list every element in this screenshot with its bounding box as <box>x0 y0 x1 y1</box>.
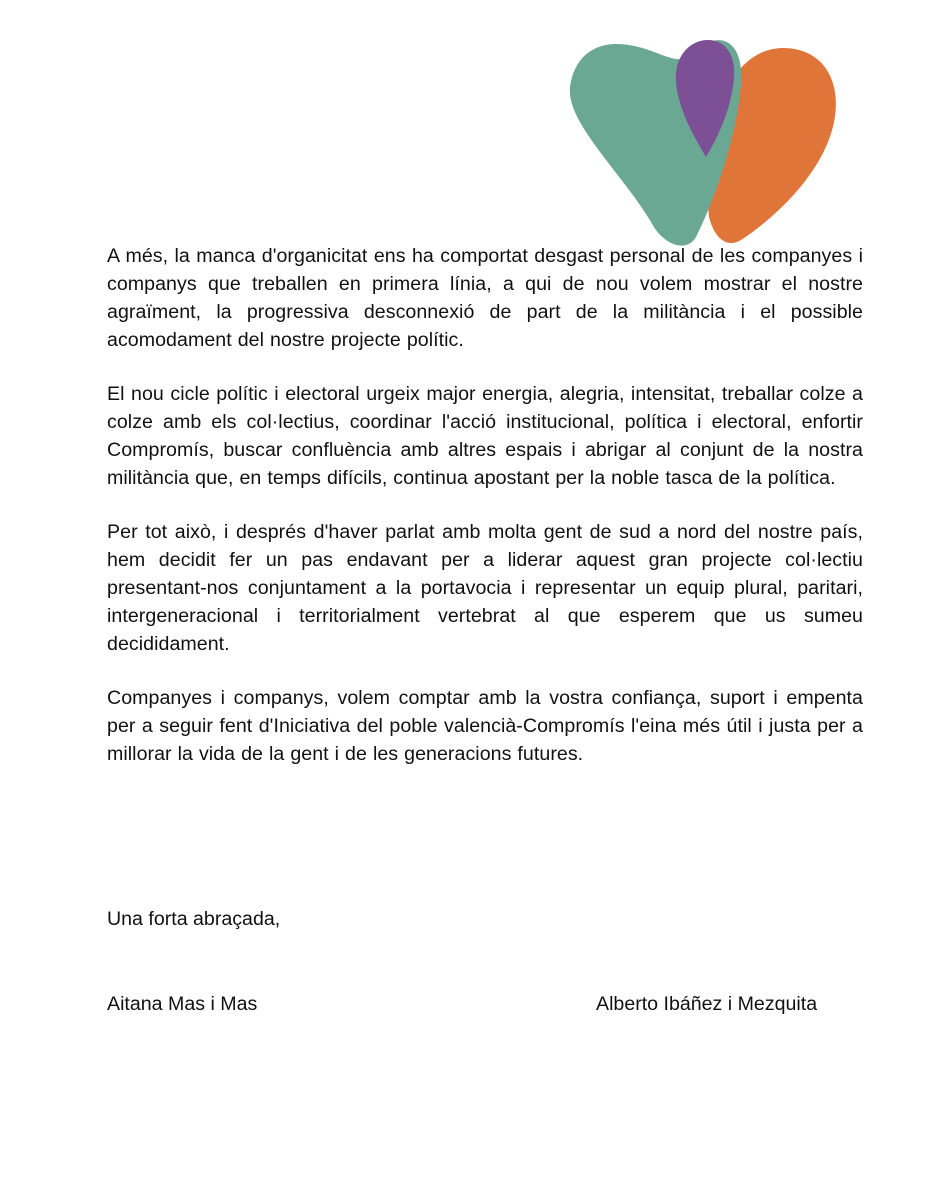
letter-paragraph-2: El nou cicle polític i electoral urgeix major energia, alegria, intensitat, treballar colze a colze amb els col·lectius, coordinar l'acció institucional, política i electoral, enfortir Compromís, buscar confluència amb altres espais i abrigar al conjunt de la nostra militància que, en temps difícils, continua apostant per la noble tasca de la política. <box>107 383 863 489</box>
letter-paragraph-1: A més, la manca d'organicitat ens ha comportat desgast personal de les companyes i companys que treballen en primera línia, a qui de nou volem mostrar el nostre agraïment, la progressiva desconnexió de part de la militància i el possible acomodament del nostre projecte polític. <box>107 245 863 351</box>
letter-paragraph-3: Per tot això, i després d'haver parlat amb molta gent de sud a nord del nostre país, hem decidit fer un pas endavant per a liderar aquest gran projecte col·lectiu presentant-nos conjuntament a la portavocia i representar un equip plural, paritari, intergeneracional i territorialment vertebrat al que esperem que us sumeu decididament. <box>107 521 863 655</box>
compromis-heart-logo <box>566 32 840 246</box>
signature-left: Aitana Mas i Mas <box>107 993 258 1015</box>
letter-closing: Una forta abraçada, <box>107 908 281 930</box>
signature-right: Alberto Ibáñez i Mezquita <box>596 993 818 1015</box>
letter-body <box>107 242 863 794</box>
letter-paragraph-4: Companyes i companys, volem comptar amb la vostra confiança, suport i empenta per a seguir fent d'Iniciativa del poble valencià-Compromís l'eina més útil i justa per a millorar la vida de la gent i de les generacions futures. <box>107 687 863 765</box>
